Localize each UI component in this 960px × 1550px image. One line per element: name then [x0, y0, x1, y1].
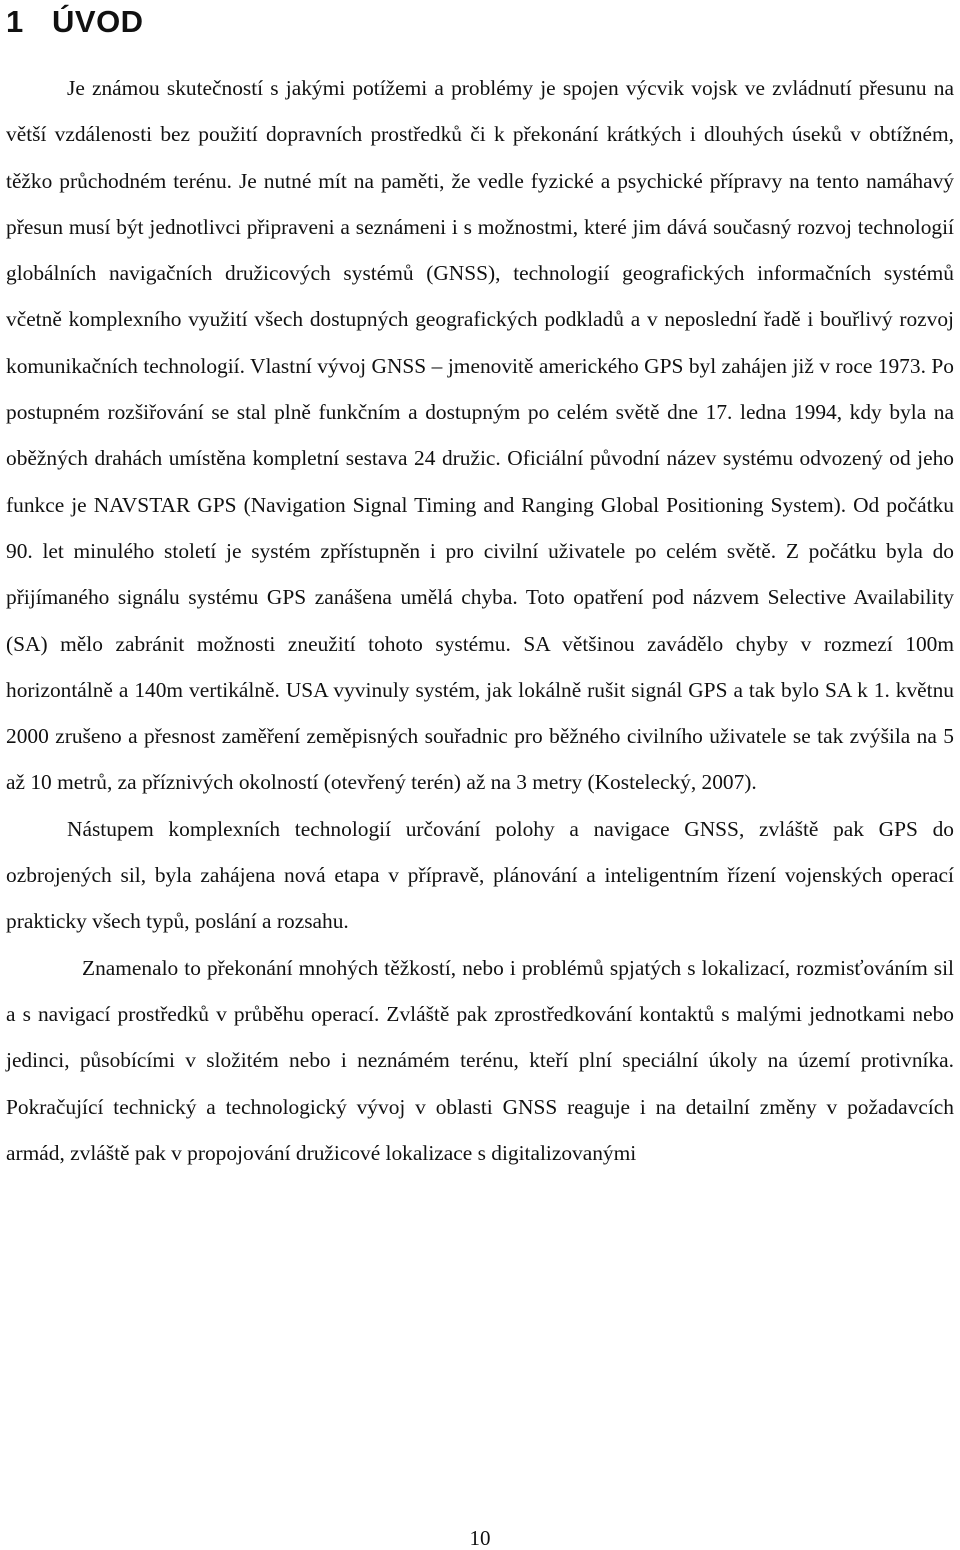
- page-number: 10: [469, 1526, 491, 1550]
- chapter-number: 1: [6, 4, 24, 39]
- body-text: [6, 65, 954, 1176]
- chapter-heading: [6, 2, 144, 42]
- paragraph-gnss-adoption: Nástupem komplexních technologií určování polohy a navigace GNSS, zvláště pak GPS do ozbrojených sil, byla zahájena nová etapa v přípravě, plánování a inteligentním řízení vojenských operací prakticky všech typů, poslání a rozsahu.: [6, 816, 954, 934]
- chapter-title: ÚVOD: [52, 4, 144, 39]
- paragraph-operations: Znamenalo to překonání mnohých těžkostí, nebo i problémů spjatých s lokalizací, rozmisťováním sil a s navigací prostředků v průběhu operací. Zvláště pak zprostředkování kontaktů s malými jednotkami nebo jedinci, působícími v složitém nebo i neznámém terénu, kteří plní speciální úkoly na území protivníka. Pokračující technický a technologický vývoj v oblasti GNSS reaguje i na detailní změny v požadavcích armád, zvláště pak v propojování družicové lokalizace s digitalizovanými: [6, 955, 954, 1165]
- paragraph-intro: Je známou skutečností s jakými potížemi a problémy je spojen výcvik vojsk ve zvládnutí přesunu na větší vzdálenosti bez použití dopravních prostředků či k překonání krátkých i dlouhých úseků v obtížném, těžko průchodném terénu. Je nutné mít na paměti, že vedle fyzické a psychické přípravy na tento namáhavý přesun musí být jednotlivci připraveni a seznámeni i s možnostmi, které jim dává současný rozvoj technologií globálních navigačních družicových systémů (GNSS), technologií geografických informačních systémů včetně komplexního využití všech dostupných geografických podkladů a v neposlední řadě i bouřlivý rozvoj komunikačních technologií. Vlastní vývoj GNSS – jmenovitě amerického GPS byl zahájen již v roce 1973. Po postupném rozšiřování se stal plně funkčním a dostupným po celém světě dne 17. ledna 1994, kdy byla na oběžných drahách umístěna kompletní sestava 24 družic. Oficiální původní název systému odvozený od jeho funkce je NAVSTAR GPS (Navigation Signal Timing and Ranging Global Positioning System). Od počátku 90. let minulého století je systém zpřístupněn i pro civilní uživatele po celém světě. Z počátku byla do přijímaného signálu systému GPS zanášena umělá chyba. Toto opatření pod názvem Selective Availability (SA) mělo zabránit možnosti zneužití tohoto systému. SA většinou zavádělo chyby v rozmezí 100m horizontálně a 140m vertikálně. USA vyvinuly systém, jak lokálně rušit signál GPS a tak bylo SA k 1. květnu 2000 zrušeno a přesnost zaměření zeměpisných souřadnic pro běžného civilního uživatele se tak zvýšila na 5 až 10 metrů, za příznivých okolností (otevřený terén) až na 3 metry (Kostelecký, 2007).: [6, 76, 954, 795]
